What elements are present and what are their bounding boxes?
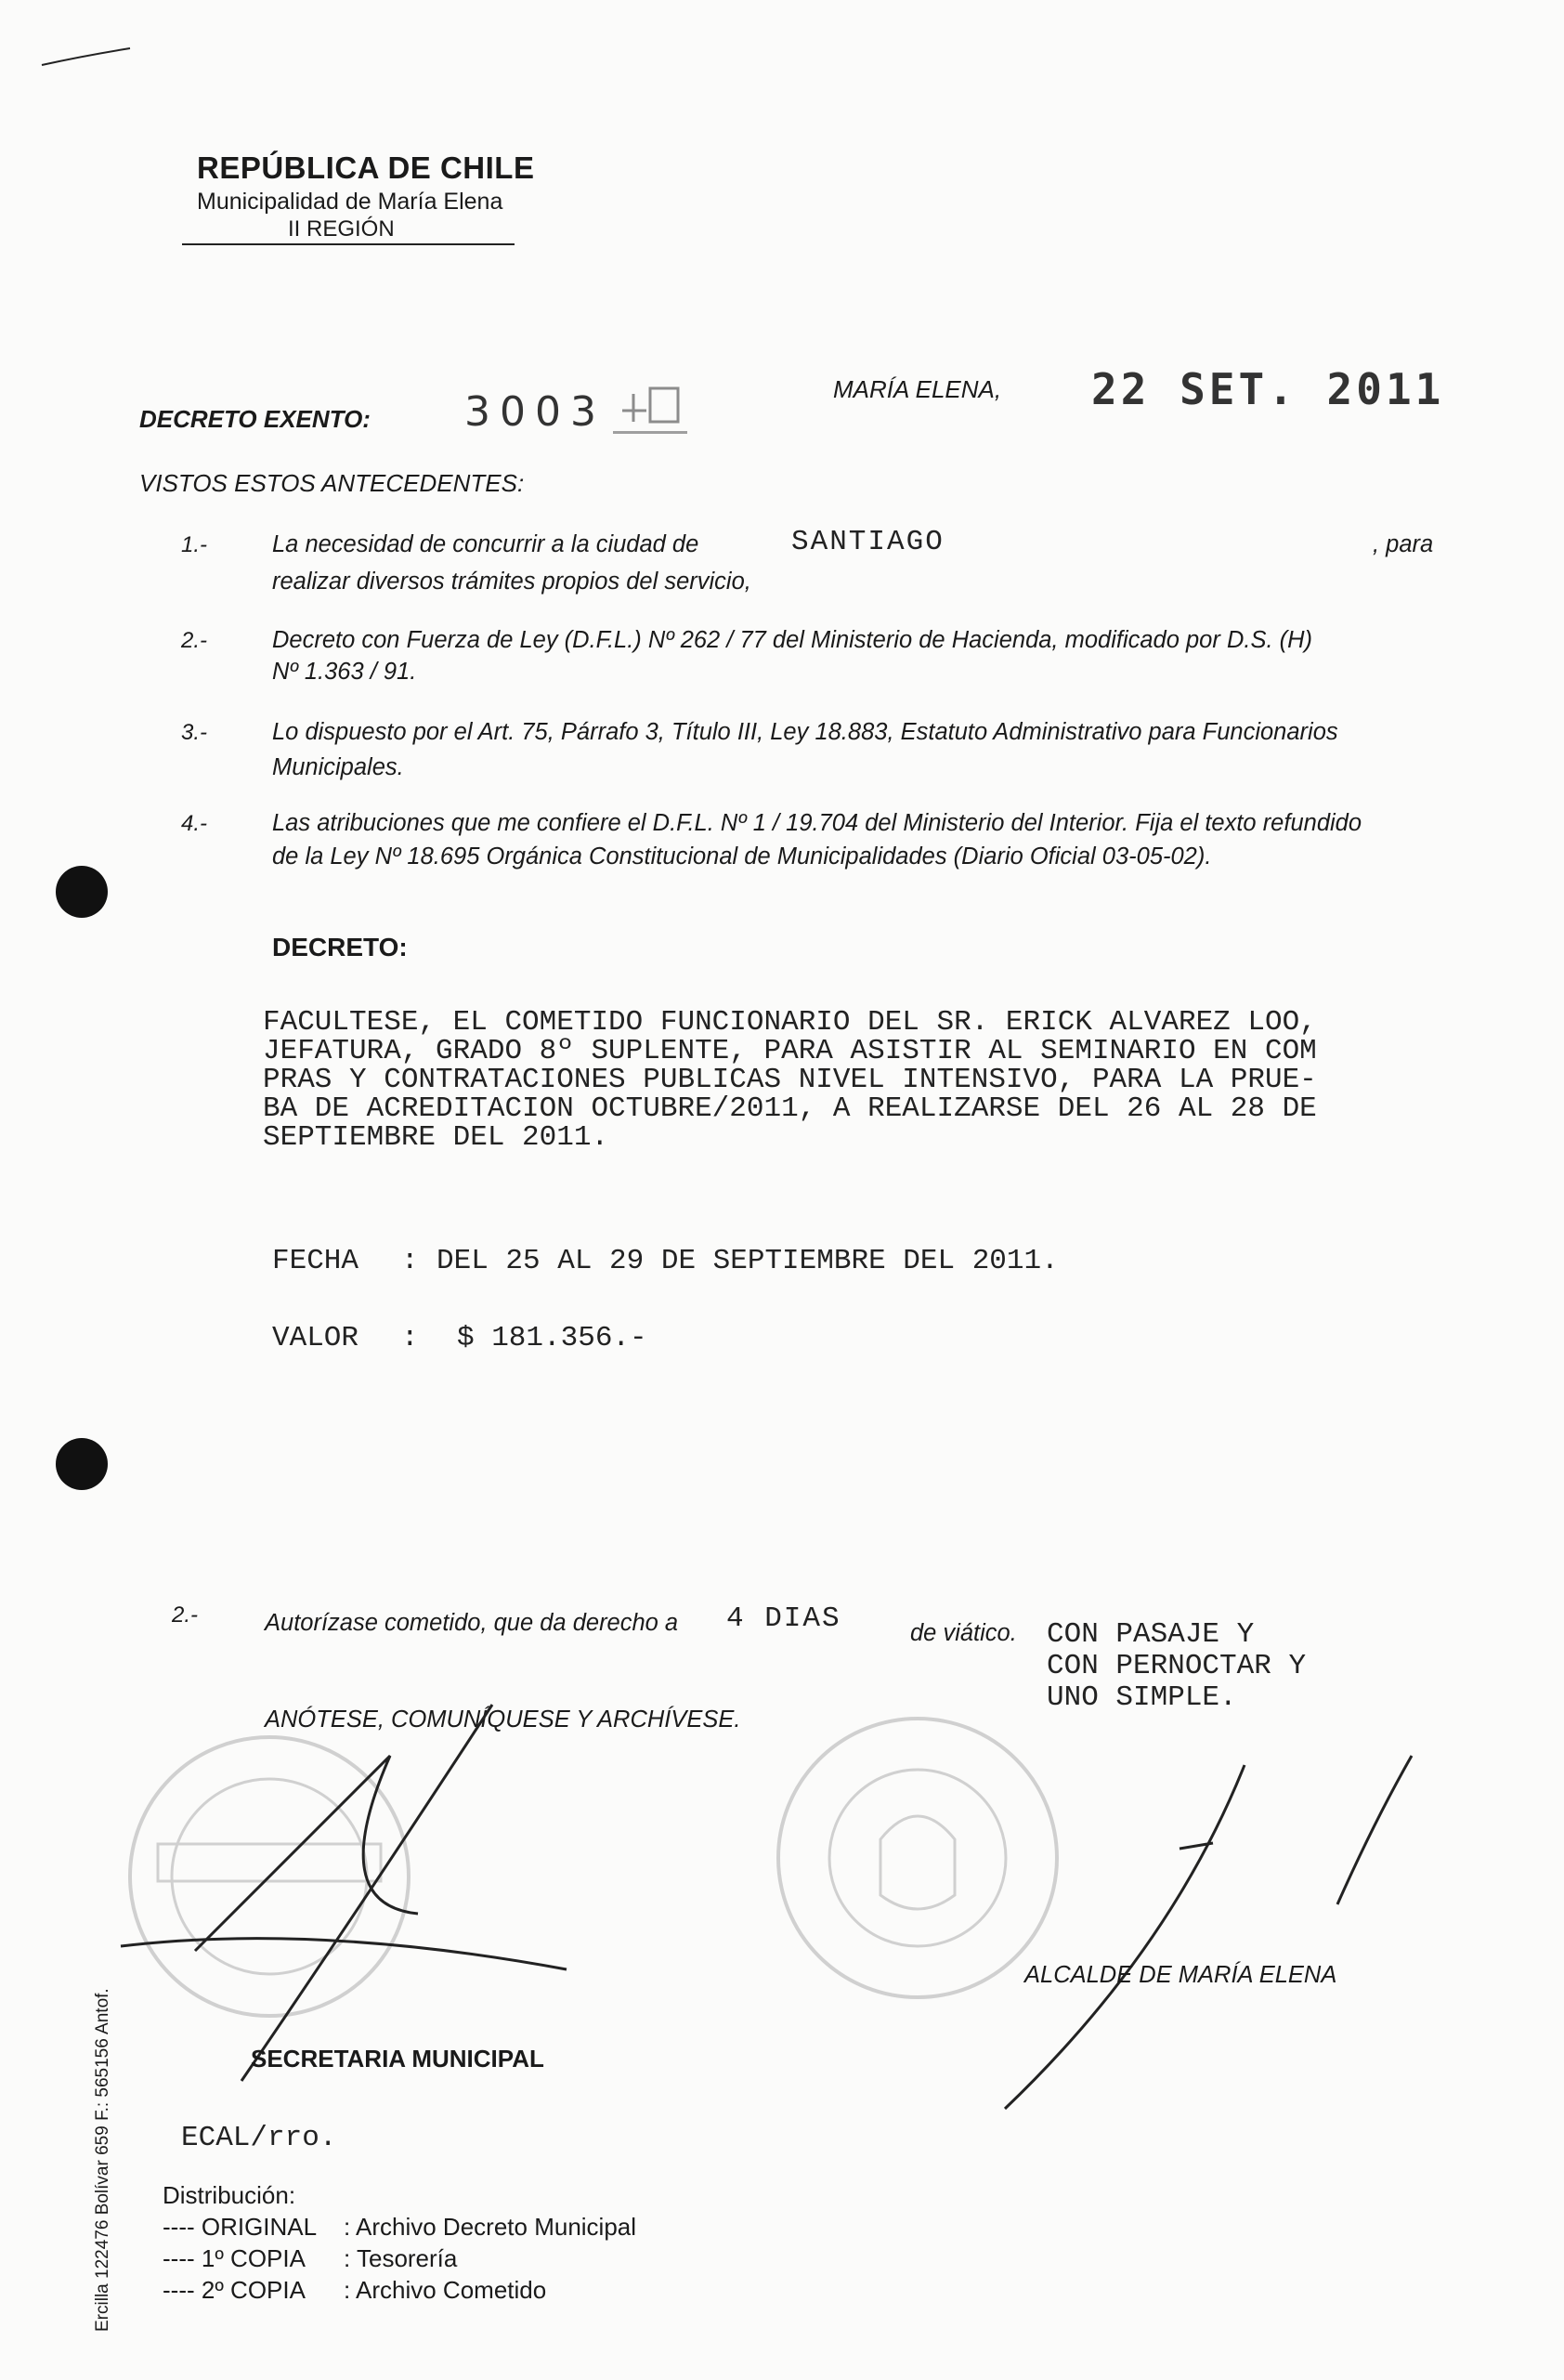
decree-number: 3003 <box>464 388 606 436</box>
visto-number: 2.- <box>181 628 208 653</box>
distribution-destination: : Archivo Cometido <box>344 2276 547 2304</box>
municipality-name: Municipalidad de María Elena <box>197 189 503 215</box>
visto-number: 4.- <box>181 811 208 836</box>
visto-number: 3.- <box>181 720 208 745</box>
distribution-title: Distribución: <box>163 2181 296 2209</box>
valor-value: $ 181.356.- <box>457 1322 647 1354</box>
visto-3-line1: Lo dispuesto por el Art. 75, Párrafo 3, Título III, Ley 18.883, Estatuto Administrativo para Funcionarios <box>272 719 1338 745</box>
decreto-line: SEPTIEMBRE DEL 2011. <box>263 1121 609 1154</box>
vistos-title: VISTOS ESTOS ANTECEDENTES: <box>139 469 525 497</box>
visto-4-line2: de la Ley Nº 18.695 Orgánica Constitucional de Municipalidades (Diario Oficial 03-05-02). <box>272 843 1212 870</box>
valor-label: VALOR <box>272 1322 359 1354</box>
visto-number: 1.- <box>181 532 208 557</box>
decree-label: DECRETO EXENTO: <box>139 405 371 433</box>
decreto-line: BA DE ACREDITACION OCTUBRE/2011, A REALIZARSE DEL 26 AL 28 DE <box>263 1092 1317 1125</box>
item-2-days: 4 DIAS <box>726 1602 841 1635</box>
visto-2-line1: Decreto con Fuerza de Ley (D.F.L.) Nº 262 / 77 del Ministerio de Hacienda, modificado por D.S. (H) <box>272 627 1313 653</box>
viatico-line: UNO SIMPLE. <box>1047 1681 1237 1714</box>
mayor-signature <box>1003 1746 1421 2118</box>
visto-4-line1: Las atribuciones que me confiere el D.F.L. Nº 1 / 19.704 del Ministerio del Interior. Fija el texto refundido <box>272 810 1362 836</box>
visto-1-end: , para <box>1373 531 1434 557</box>
closing-formula: ANÓTESE, COMUNÍQUESE Y ARCHÍVESE. <box>265 1707 741 1733</box>
viatico-line: CON PASAJE Y <box>1047 1618 1255 1651</box>
stamp-mark <box>613 383 687 434</box>
region-name: II REGIÓN <box>288 216 395 242</box>
signature-line <box>84 1700 604 2090</box>
item-2-text: Autorízase cometido, que da derecho a <box>265 1610 679 1636</box>
secretary-title: SECRETARIA MUNICIPAL <box>251 2045 544 2073</box>
corner-mark <box>37 37 149 74</box>
viatico-details <box>1047 1619 1306 1714</box>
decreto-title: DECRETO: <box>272 933 408 961</box>
distribution-copy: ---- ORIGINAL <box>163 2213 318 2241</box>
visto-2-line2: Nº 1.363 / 91. <box>272 659 417 685</box>
viatico-label: de viático. <box>910 1620 1017 1646</box>
decreto-body <box>263 1008 1317 1152</box>
punch-hole <box>56 1438 108 1490</box>
visto-3-line2: Municipales. <box>272 754 404 780</box>
fecha-label: FECHA <box>272 1245 359 1277</box>
header-divider <box>182 243 515 245</box>
date-stamp: 22 SET. 2011 <box>1091 364 1445 414</box>
distribution-copy: ---- 2º COPIA <box>163 2276 306 2304</box>
item-2-number: 2.- <box>172 1602 199 1628</box>
valor-separator: : <box>401 1322 419 1354</box>
distribution-destination: : Archivo Decreto Municipal <box>344 2213 637 2241</box>
fecha-value: DEL 25 AL 29 DE SEPTIEMBRE DEL 2011. <box>437 1245 1059 1277</box>
decreto-line: FACULTESE, EL COMETIDO FUNCIONARIO DEL SR. ERICK ALVAREZ LOO, <box>263 1006 1317 1039</box>
visto-1-line2: realizar diversos trámites propios del servicio, <box>272 569 751 595</box>
place-label: MARÍA ELENA, <box>833 375 1002 403</box>
punch-hole <box>56 866 108 918</box>
visto-1-line1: La necesidad de concurrir a la ciudad de <box>272 531 699 557</box>
printer-note: Ercilla 122476 Bolívar 659 F.: 565156 Antof. <box>93 1988 112 2332</box>
visto-1-city: SANTIAGO <box>791 526 945 558</box>
decreto-line: PRAS Y CONTRATACIONES PUBLICAS NIVEL INTENSIVO, PARA LA PRUE- <box>263 1064 1317 1096</box>
mayor-title: ALCALDE DE MARÍA ELENA <box>1024 1962 1337 1988</box>
initials: ECAL/rro. <box>181 2122 337 2154</box>
decreto-line: JEFATURA, GRADO 8º SUPLENTE, PARA ASISTIR AL SEMINARIO EN COM <box>263 1035 1317 1067</box>
distribution-copy: ---- 1º COPIA <box>163 2244 306 2272</box>
viatico-line: CON PERNOCTAR Y <box>1047 1650 1307 1682</box>
fecha-separator: : <box>401 1245 419 1277</box>
republic-title: REPÚBLICA DE CHILE <box>197 150 535 185</box>
distribution-destination: : Tesorería <box>344 2244 458 2272</box>
